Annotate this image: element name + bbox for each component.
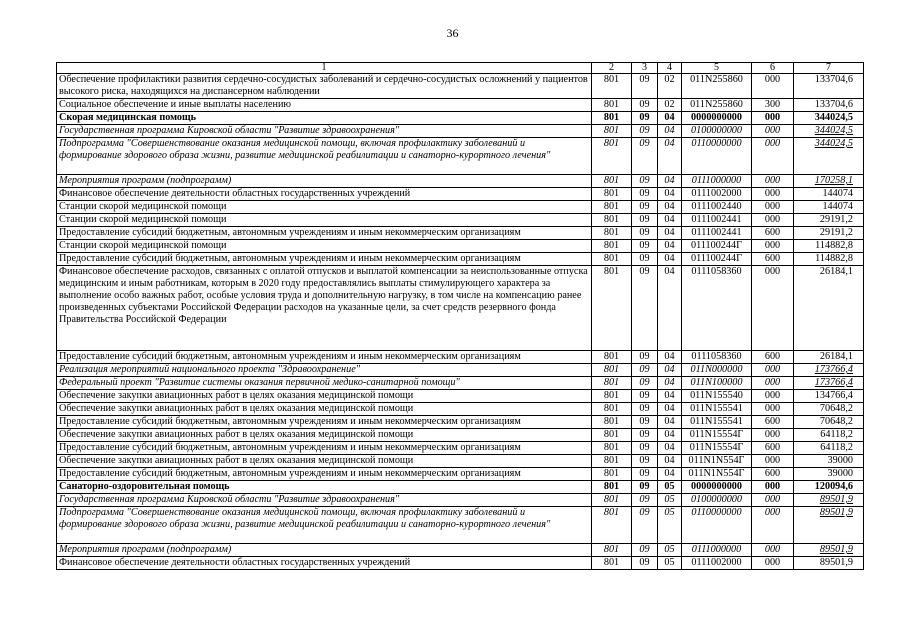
ministry-code-cell: 801 bbox=[592, 266, 632, 351]
amount-cell: 26184,1 bbox=[794, 266, 864, 351]
subsection-code-cell: 04 bbox=[658, 125, 682, 138]
subsection-code-cell: 04 bbox=[658, 266, 682, 351]
ministry-code-cell: 801 bbox=[592, 557, 632, 570]
amount-cell: 39000 bbox=[794, 455, 864, 468]
section-code-cell: 09 bbox=[632, 351, 658, 364]
ministry-code-cell: 801 bbox=[592, 201, 632, 214]
subsection-code-cell: 04 bbox=[658, 377, 682, 390]
target-article-cell: 011N255860 bbox=[682, 99, 752, 112]
target-article-cell: 0111058360 bbox=[682, 351, 752, 364]
expense-name-cell: Обеспечение закупки авиационных работ в целях оказания медицинской помощи bbox=[57, 455, 592, 468]
target-article-cell: 0100000000 bbox=[682, 494, 752, 507]
section-code-cell: 09 bbox=[632, 416, 658, 429]
amount-cell: 173766,4 bbox=[794, 364, 864, 377]
subsection-code-cell: 02 bbox=[658, 99, 682, 112]
subsection-code-cell: 04 bbox=[658, 138, 682, 175]
expense-name-cell: Обеспечение закупки авиационных работ в целях оказания медицинской помощи bbox=[57, 390, 592, 403]
ministry-code-cell: 801 bbox=[592, 494, 632, 507]
expense-type-cell: 000 bbox=[752, 507, 794, 544]
column-header: 3 bbox=[632, 63, 658, 74]
table-row bbox=[57, 364, 864, 377]
table-row bbox=[57, 507, 864, 544]
table-row bbox=[57, 377, 864, 390]
expense-name-cell: Финансовое обеспечение деятельности областных государственных учреждений bbox=[57, 188, 592, 201]
expense-name-cell: Предоставление субсидий бюджетным, автономным учреждениям и иным некоммерческим организациям bbox=[57, 468, 592, 481]
table-row bbox=[57, 253, 864, 266]
amount-cell: 70648,2 bbox=[794, 403, 864, 416]
column-header: 5 bbox=[682, 63, 752, 74]
target-article-cell: 0000000000 bbox=[682, 112, 752, 125]
expense-name-cell: Скорая медицинская помощь bbox=[57, 112, 592, 125]
amount-cell: 344024,5 bbox=[794, 112, 864, 125]
table-row bbox=[57, 266, 864, 351]
section-code-cell: 09 bbox=[632, 112, 658, 125]
target-article-cell: 011100244Г bbox=[682, 253, 752, 266]
column-header: 6 bbox=[752, 63, 794, 74]
section-code-cell: 09 bbox=[632, 377, 658, 390]
expense-name-cell: Мероприятия программ (подпрограмм) bbox=[57, 175, 592, 188]
expense-type-cell: 600 bbox=[752, 227, 794, 240]
section-code-cell: 09 bbox=[632, 364, 658, 377]
expense-type-cell: 600 bbox=[752, 416, 794, 429]
table-row bbox=[57, 214, 864, 227]
expense-name-cell: Станции скорой медицинской помощи bbox=[57, 201, 592, 214]
expense-type-cell: 000 bbox=[752, 201, 794, 214]
page-number: 36 bbox=[446, 26, 459, 40]
expense-name-cell: Федеральный проект "Развитие системы оказания первичной медико-санитарной помощи" bbox=[57, 377, 592, 390]
table-row bbox=[57, 74, 864, 99]
ministry-code-cell: 801 bbox=[592, 351, 632, 364]
column-header: 7 bbox=[794, 63, 864, 74]
target-article-cell: 0111058360 bbox=[682, 266, 752, 351]
amount-cell: 89501,9 bbox=[794, 557, 864, 570]
target-article-cell: 0100000000 bbox=[682, 125, 752, 138]
amount-cell: 144074 bbox=[794, 188, 864, 201]
amount-cell: 64118,2 bbox=[794, 442, 864, 455]
ministry-code-cell: 801 bbox=[592, 138, 632, 175]
target-article-cell: 011N155540 bbox=[682, 390, 752, 403]
section-code-cell: 09 bbox=[632, 240, 658, 253]
expense-name-cell: Обеспечение закупки авиационных работ в целях оказания медицинской помощи bbox=[57, 429, 592, 442]
section-code-cell: 09 bbox=[632, 74, 658, 99]
section-code-cell: 09 bbox=[632, 429, 658, 442]
expense-type-cell: 000 bbox=[752, 214, 794, 227]
expense-type-cell: 000 bbox=[752, 175, 794, 188]
expense-type-cell: 000 bbox=[752, 266, 794, 351]
expense-type-cell: 000 bbox=[752, 557, 794, 570]
expense-type-cell: 000 bbox=[752, 138, 794, 175]
subsection-code-cell: 05 bbox=[658, 507, 682, 544]
ministry-code-cell: 801 bbox=[592, 125, 632, 138]
section-code-cell: 09 bbox=[632, 442, 658, 455]
section-code-cell: 09 bbox=[632, 455, 658, 468]
table-row bbox=[57, 455, 864, 468]
table-row bbox=[57, 442, 864, 455]
expense-type-cell: 000 bbox=[752, 455, 794, 468]
amount-cell: 173766,4 bbox=[794, 377, 864, 390]
section-code-cell: 09 bbox=[632, 544, 658, 557]
ministry-code-cell: 801 bbox=[592, 253, 632, 266]
target-article-cell: 0000000000 bbox=[682, 481, 752, 494]
section-code-cell: 09 bbox=[632, 138, 658, 175]
table-row bbox=[57, 557, 864, 570]
amount-cell: 29191,2 bbox=[794, 227, 864, 240]
subsection-code-cell: 04 bbox=[658, 240, 682, 253]
expense-type-cell: 000 bbox=[752, 125, 794, 138]
table-row bbox=[57, 544, 864, 557]
subsection-code-cell: 04 bbox=[658, 188, 682, 201]
table-row bbox=[57, 351, 864, 364]
expense-name-cell: Подпрограмма "Совершенствование оказания медицинской помощи, включая профилактику заболеваний и формирование здорового образа жизни, развитие медицинской реабилитации и санаторно-курортного лечения" bbox=[57, 507, 592, 544]
ministry-code-cell: 801 bbox=[592, 99, 632, 112]
ministry-code-cell: 801 bbox=[592, 481, 632, 494]
ministry-code-cell: 801 bbox=[592, 390, 632, 403]
section-code-cell: 09 bbox=[632, 507, 658, 544]
column-number-header-row bbox=[57, 63, 864, 74]
amount-cell: 29191,2 bbox=[794, 214, 864, 227]
expense-name-cell: Финансовое обеспечение расходов, связанных с оплатой отпусков и выплатой компенсации за неиспользованные отпуска медицинским и иным работникам, которым в 2020 году предоставлялись выплаты стимулирующего характера за выполнение особо важных работ, особые условия труда и дополнительную нагрузку, в том числе на компенсацию ранее произведенных субъектами Российской Федерации расходов на указанные цели, за счет средств резервного фонда Правительства Российской Федерации bbox=[57, 266, 592, 351]
expense-name-cell: Предоставление субсидий бюджетным, автономным учреждениям и иным некоммерческим организациям bbox=[57, 253, 592, 266]
section-code-cell: 09 bbox=[632, 494, 658, 507]
table-row bbox=[57, 494, 864, 507]
table-row bbox=[57, 188, 864, 201]
target-article-cell: 011N155541 bbox=[682, 403, 752, 416]
subsection-code-cell: 04 bbox=[658, 390, 682, 403]
target-article-cell: 011N000000 bbox=[682, 364, 752, 377]
section-code-cell: 09 bbox=[632, 201, 658, 214]
subsection-code-cell: 04 bbox=[658, 112, 682, 125]
ministry-code-cell: 801 bbox=[592, 377, 632, 390]
target-article-cell: 011N15554Г bbox=[682, 442, 752, 455]
table-row bbox=[57, 429, 864, 442]
amount-cell: 344024,5 bbox=[794, 125, 864, 138]
target-article-cell: 0110000000 bbox=[682, 507, 752, 544]
amount-cell: 144074 bbox=[794, 201, 864, 214]
expense-type-cell: 000 bbox=[752, 377, 794, 390]
ministry-code-cell: 801 bbox=[592, 544, 632, 557]
ministry-code-cell: 801 bbox=[592, 507, 632, 544]
ministry-code-cell: 801 bbox=[592, 442, 632, 455]
ministry-code-cell: 801 bbox=[592, 429, 632, 442]
amount-cell: 344024,5 bbox=[794, 138, 864, 175]
table-row bbox=[57, 481, 864, 494]
expense-type-cell: 000 bbox=[752, 494, 794, 507]
subsection-code-cell: 04 bbox=[658, 455, 682, 468]
target-article-cell: 0111000000 bbox=[682, 175, 752, 188]
section-code-cell: 09 bbox=[632, 481, 658, 494]
ministry-code-cell: 801 bbox=[592, 112, 632, 125]
expense-name-cell: Государственная программа Кировской области "Развитие здравоохранения" bbox=[57, 494, 592, 507]
column-header: 1 bbox=[57, 63, 592, 74]
section-code-cell: 09 bbox=[632, 266, 658, 351]
expense-type-cell: 000 bbox=[752, 403, 794, 416]
target-article-cell: 0111002441 bbox=[682, 227, 752, 240]
table-row bbox=[57, 99, 864, 112]
subsection-code-cell: 05 bbox=[658, 544, 682, 557]
expense-name-cell: Финансовое обеспечение деятельности областных государственных учреждений bbox=[57, 557, 592, 570]
target-article-cell: 0111002000 bbox=[682, 188, 752, 201]
section-code-cell: 09 bbox=[632, 403, 658, 416]
expense-name-cell: Предоставление субсидий бюджетным, автономным учреждениям и иным некоммерческим организациям bbox=[57, 227, 592, 240]
expense-name-cell: Предоставление субсидий бюджетным, автономным учреждениям и иным некоммерческим организациям bbox=[57, 351, 592, 364]
subsection-code-cell: 04 bbox=[658, 403, 682, 416]
target-article-cell: 011N155541 bbox=[682, 416, 752, 429]
expense-name-cell: Мероприятия программ (подпрограмм) bbox=[57, 544, 592, 557]
target-article-cell: 0111002000 bbox=[682, 557, 752, 570]
expense-type-cell: 300 bbox=[752, 99, 794, 112]
amount-cell: 89501,9 bbox=[794, 544, 864, 557]
subsection-code-cell: 04 bbox=[658, 227, 682, 240]
amount-cell: 89501,9 bbox=[794, 494, 864, 507]
section-code-cell: 09 bbox=[632, 188, 658, 201]
section-code-cell: 09 bbox=[632, 468, 658, 481]
expense-type-cell: 600 bbox=[752, 351, 794, 364]
target-article-cell: 0111000000 bbox=[682, 544, 752, 557]
ministry-code-cell: 801 bbox=[592, 240, 632, 253]
section-code-cell: 09 bbox=[632, 99, 658, 112]
table-row bbox=[57, 468, 864, 481]
target-article-cell: 0110000000 bbox=[682, 138, 752, 175]
subsection-code-cell: 04 bbox=[658, 468, 682, 481]
table-row bbox=[57, 390, 864, 403]
target-article-cell: 0111002441 bbox=[682, 214, 752, 227]
amount-cell: 114882,8 bbox=[794, 253, 864, 266]
ministry-code-cell: 801 bbox=[592, 468, 632, 481]
expense-type-cell: 000 bbox=[752, 429, 794, 442]
column-header: 2 bbox=[592, 63, 632, 74]
expense-name-cell: Предоставление субсидий бюджетным, автономным учреждениям и иным некоммерческим организациям bbox=[57, 416, 592, 429]
section-code-cell: 09 bbox=[632, 253, 658, 266]
amount-cell: 170258,1 bbox=[794, 175, 864, 188]
subsection-code-cell: 04 bbox=[658, 429, 682, 442]
subsection-code-cell: 04 bbox=[658, 253, 682, 266]
expense-type-cell: 000 bbox=[752, 481, 794, 494]
subsection-code-cell: 02 bbox=[658, 74, 682, 99]
table-row bbox=[57, 138, 864, 175]
expense-name-cell: Санаторно-оздоровительная помощь bbox=[57, 481, 592, 494]
expense-type-cell: 000 bbox=[752, 390, 794, 403]
expense-name-cell: Обеспечение профилактики развития сердечно-сосудистых заболеваний и сердечно-сосудистых осложнений у пациентов высокого риска, находящихся на диспансерном наблюдении bbox=[57, 74, 592, 99]
target-article-cell: 011N255860 bbox=[682, 74, 752, 99]
ministry-code-cell: 801 bbox=[592, 455, 632, 468]
subsection-code-cell: 05 bbox=[658, 481, 682, 494]
subsection-code-cell: 04 bbox=[658, 351, 682, 364]
table-row bbox=[57, 112, 864, 125]
expense-type-cell: 000 bbox=[752, 112, 794, 125]
expense-name-cell: Станции скорой медицинской помощи bbox=[57, 214, 592, 227]
amount-cell: 70648,2 bbox=[794, 416, 864, 429]
table-row bbox=[57, 175, 864, 188]
section-code-cell: 09 bbox=[632, 557, 658, 570]
table-row bbox=[57, 416, 864, 429]
expense-name-cell: Социальное обеспечение и иные выплаты населению bbox=[57, 99, 592, 112]
table-row bbox=[57, 201, 864, 214]
subsection-code-cell: 04 bbox=[658, 175, 682, 188]
amount-cell: 89501,9 bbox=[794, 507, 864, 544]
column-header: 4 bbox=[658, 63, 682, 74]
target-article-cell: 0111002440 bbox=[682, 201, 752, 214]
ministry-code-cell: 801 bbox=[592, 214, 632, 227]
expense-type-cell: 000 bbox=[752, 364, 794, 377]
ministry-code-cell: 801 bbox=[592, 74, 632, 99]
target-article-cell: 011N1N554Г bbox=[682, 468, 752, 481]
expense-name-cell: Станции скорой медицинской помощи bbox=[57, 240, 592, 253]
ministry-code-cell: 801 bbox=[592, 364, 632, 377]
expense-name-cell: Предоставление субсидий бюджетным, автономным учреждениям и иным некоммерческим организациям bbox=[57, 442, 592, 455]
amount-cell: 134766,4 bbox=[794, 390, 864, 403]
subsection-code-cell: 04 bbox=[658, 416, 682, 429]
subsection-code-cell: 04 bbox=[658, 201, 682, 214]
subsection-code-cell: 04 bbox=[658, 364, 682, 377]
subsection-code-cell: 05 bbox=[658, 557, 682, 570]
amount-cell: 114882,8 bbox=[794, 240, 864, 253]
section-code-cell: 09 bbox=[632, 175, 658, 188]
expense-name-cell: Государственная программа Кировской области "Развитие здравоохранения" bbox=[57, 125, 592, 138]
ministry-code-cell: 801 bbox=[592, 227, 632, 240]
ministry-code-cell: 801 bbox=[592, 175, 632, 188]
expense-name-cell: Подпрограмма "Совершенствование оказания медицинской помощи, включая профилактику заболеваний и формирование здорового образа жизни, развитие медицинской реабилитации и санаторно-курортного лечения" bbox=[57, 138, 592, 175]
ministry-code-cell: 801 bbox=[592, 416, 632, 429]
expense-type-cell: 000 bbox=[752, 74, 794, 99]
expense-type-cell: 600 bbox=[752, 253, 794, 266]
amount-cell: 26184,1 bbox=[794, 351, 864, 364]
table-row bbox=[57, 403, 864, 416]
amount-cell: 133704,6 bbox=[794, 74, 864, 99]
amount-cell: 120094,6 bbox=[794, 481, 864, 494]
expense-type-cell: 600 bbox=[752, 468, 794, 481]
table-row bbox=[57, 240, 864, 253]
amount-cell: 39000 bbox=[794, 468, 864, 481]
table-row bbox=[57, 125, 864, 138]
ministry-code-cell: 801 bbox=[592, 403, 632, 416]
budget-table bbox=[56, 62, 864, 570]
target-article-cell: 011100244Г bbox=[682, 240, 752, 253]
target-article-cell: 011N15554Г bbox=[682, 429, 752, 442]
section-code-cell: 09 bbox=[632, 227, 658, 240]
expense-type-cell: 000 bbox=[752, 188, 794, 201]
table-row bbox=[57, 227, 864, 240]
expense-name-cell: Реализация мероприятий национального проекта "Здравоохранение" bbox=[57, 364, 592, 377]
expense-name-cell: Обеспечение закупки авиационных работ в целях оказания медицинской помощи bbox=[57, 403, 592, 416]
section-code-cell: 09 bbox=[632, 125, 658, 138]
subsection-code-cell: 05 bbox=[658, 494, 682, 507]
amount-cell: 133704,6 bbox=[794, 99, 864, 112]
amount-cell: 64118,2 bbox=[794, 429, 864, 442]
expense-type-cell: 600 bbox=[752, 442, 794, 455]
expense-type-cell: 000 bbox=[752, 544, 794, 557]
section-code-cell: 09 bbox=[632, 214, 658, 227]
target-article-cell: 011N100000 bbox=[682, 377, 752, 390]
ministry-code-cell: 801 bbox=[592, 188, 632, 201]
section-code-cell: 09 bbox=[632, 390, 658, 403]
subsection-code-cell: 04 bbox=[658, 442, 682, 455]
expense-type-cell: 000 bbox=[752, 240, 794, 253]
target-article-cell: 011N1N554Г bbox=[682, 455, 752, 468]
subsection-code-cell: 04 bbox=[658, 214, 682, 227]
